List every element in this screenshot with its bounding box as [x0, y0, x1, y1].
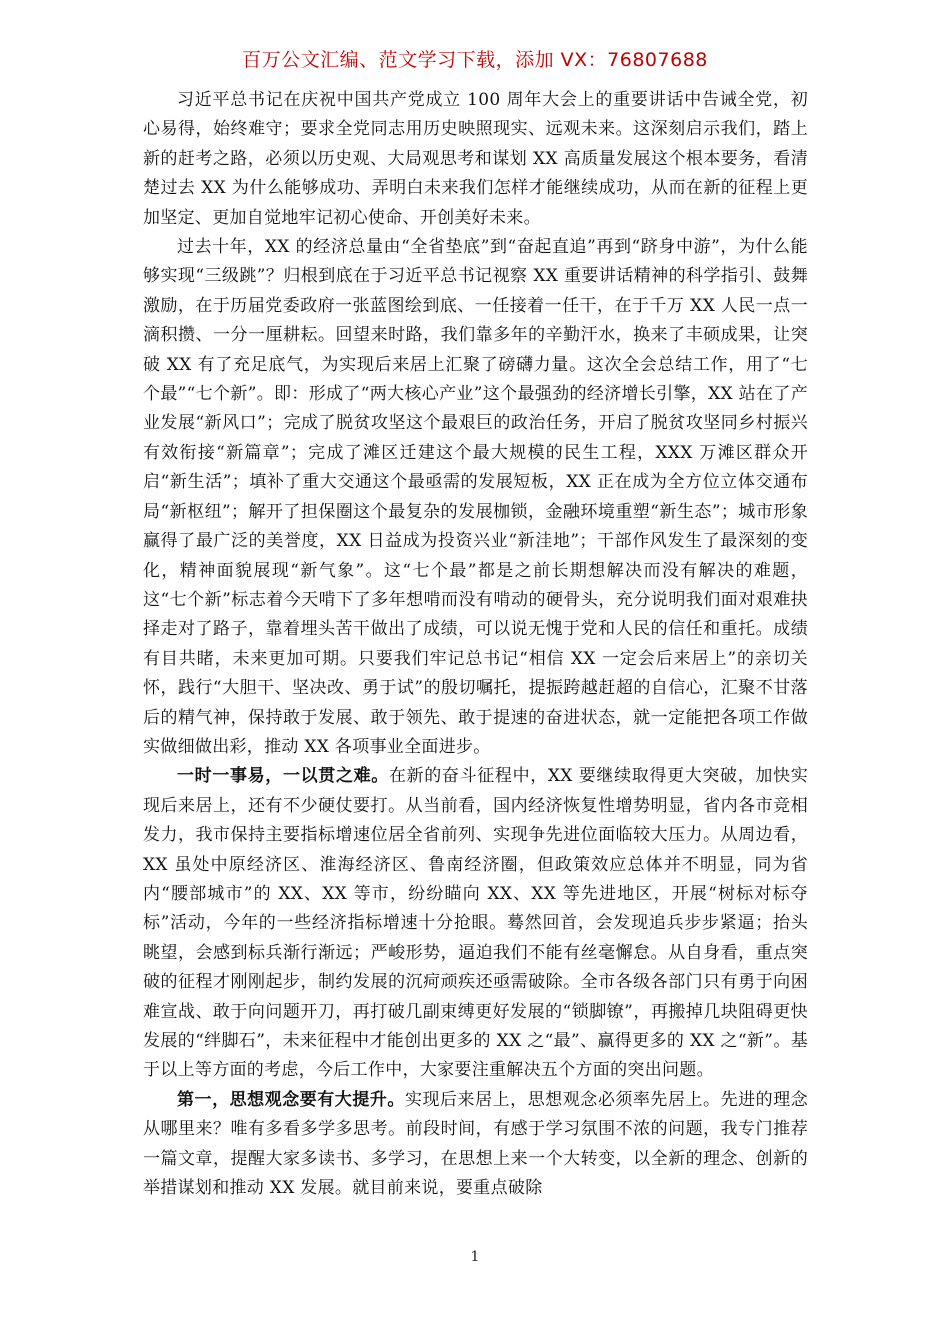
paragraph-lead: 第一，思想观念要有大提升。	[177, 1089, 405, 1110]
paragraph-text: 实现后来居上，思想观念必须率先居上。先进的理念从哪里来？唯有多看多学多思考。前段时间，有感于学习氛围不浓的问题，我专门推荐一篇文章，提醒大家多读书、多学习，在思想上来一个大转变，以全新的理念、创新的举措谋划和推动 XX 发展。就目前来说，要重点破除	[143, 1089, 808, 1199]
watermark-banner: 百万公文汇编、范文学习下载，添加 VX：76807688	[242, 49, 708, 71]
paragraph-intro	[143, 86, 808, 233]
page-number: 1	[470, 1249, 480, 1265]
paragraph-decade-review	[143, 233, 808, 762]
paragraph-lead: 一时一事易，一以贯之难。	[177, 766, 389, 787]
paragraph-text: 过去十年，XX 的经济总量由“全省垫底”到“奋起直追”再到“跻身中游”，为什么能够实现“三级跳”？归根到底在于习近平总书记视察 XX 重要讲话精神的科学指引、鼓舞激励，在于历届党委政府一张蓝图绘到底、一任接着一任干，在于千万 XX 人民一点一滴积攒、一分一厘耕耘。回望来时路，我们靠多年的辛勤汗水，换来了丰硕成果，让突破 XX 有了充足底气，为实现后来居上汇聚了磅礴力量。这次全会总结工作，用了“七个最”“七个新”。即：形成了“两大核心产业”这个最强劲的经济增长引擎，XX 站在了产业发展“新风口”；完成了脱贫攻坚这个最艰巨的政治任务，开启了脱贫攻坚同乡村振兴有效衔接“新篇章”；完成了滩区迁建这个最大规模的民生工程，XXX 万滩区群众开启“新生活”；填补了重大交通这个最亟需的发展短板，XX 正在成为全方位立体交通布局“新枢纽”；解开了担保圈这个最复杂的发展枷锁，金融环境重塑“新生态”；城市形象赢得了最广泛的美誉度，XX 日益成为投资兴业“新洼地”；干部作风发生了最深刻的变化，精神面貌展现“新气象”。这“七个最”都是之前长期想解决而没有解决的难题，这“七个新”标志着今天啃下了多年想啃而没有啃动的硬骨头，充分说明我们面对艰难抉择走对了路子，靠着埋头苦干做出了成绩，可以说无愧于党和人民的信任和重托。成绩有目共睹，未来更加可期。只要我们牢记总书记“相信 XX 一定会后来居上”的亲切关怀，践行“大胆干、坚决改、勇于试”的殷切嘱托，提振跨越赶超的自信心，汇聚不甘落后的精气神，保持敢于发展、敢于领先、敢于提速的奋进状态，就一定能把各项工作做实做细做出彩，推动 XX 各项事业全面进步。	[143, 237, 808, 757]
document-body	[143, 86, 808, 1203]
paragraph-text: 习近平总书记在庆祝中国共产党成立 100 周年大会上的重要讲话中告诫全党，初心易得，始终难守；要求全党同志用历史映照现实、远观未来。这深刻启示我们，踏上新的赶考之路，必须以历史观、大局观思考和谋划 XX 高质量发展这个根本要务，看清楚过去 XX 为什么能够成功、弄明白未来我们怎样才能继续成功，从而在新的征程上更加坚定、更加自觉地牢记初心使命、开创美好未来。	[143, 90, 808, 228]
paragraph-text: 在新的奋斗征程中，XX 要继续取得更大突破，加快实现后来居上，还有不少硬仗要打。从当前看，国内经济恢复性增势明显，省内各市竞相发力，我市保持主要指标增速位居全省前列、实现争先进位面临较大压力。从周边看，XX 虽处中原经济区、淮海经济区、鲁南经济圈，但政策效应总体并不明显，同为省内“腰部城市”的 XX、XX 等市，纷纷瞄向 XX、XX 等先进地区，开展“树标对标夺标”活动，今年的一些经济指标增速十分抢眼。蓦然回首，会发现追兵步步紧逼；抬头眺望，会感到标兵渐行渐远；严峻形势，逼迫我们不能有丝毫懈怠。从自身看，重点突破的征程才刚刚起步，制约发展的沉疴顽疾还亟需破除。全市各级各部门只有勇于向困难宣战、敢于向问题开刀，再打破几副束缚更好发展的“锁脚镣”，再搬掉几块阻碍更快发展的“绊脚石”，未来征程中才能创出更多的 XX 之“最”、赢得更多的 XX 之“新”。基于以上等方面的考虑，今后工作中，大家要注重解决五个方面的突出问题。	[143, 766, 808, 1081]
paragraph-point-one	[143, 1086, 808, 1204]
paragraph-challenges	[143, 762, 808, 1085]
